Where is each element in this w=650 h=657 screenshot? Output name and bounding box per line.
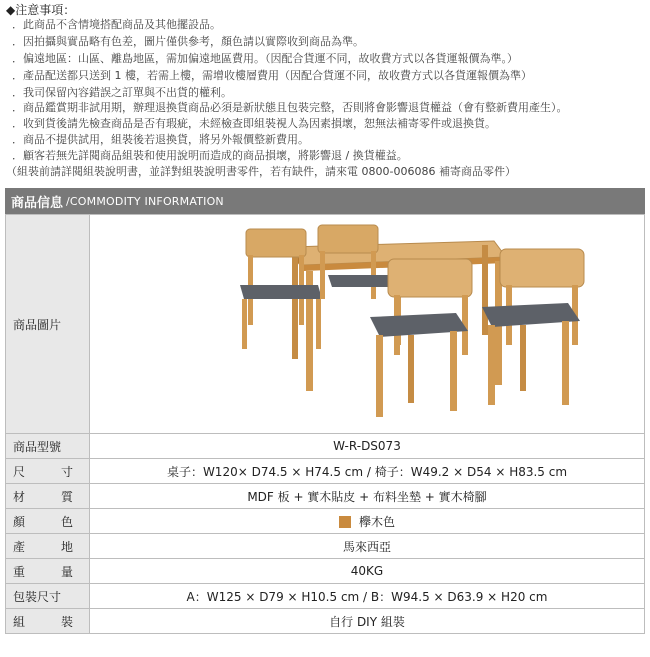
color-swatch bbox=[339, 516, 351, 528]
notice-line: ．顧客若無先詳閱商品組裝和使用說明而造成的商品損壞，將影響退 / 換貨權益。 bbox=[12, 149, 408, 162]
notice-line: ．此商品不含情境搭配商品及其他擺設品。 bbox=[12, 18, 221, 31]
spec-label: 包裝尺寸 bbox=[6, 584, 90, 609]
commodity-info-header bbox=[5, 188, 645, 214]
table-row bbox=[6, 584, 645, 609]
spec-label: 材質 bbox=[13, 489, 73, 504]
notice-line: （組裝前請詳閱組裝說明書，並詳對組裝說明書零件，若有缺件，請來電 0800-006086 補寄商品零件） bbox=[6, 165, 516, 178]
table-row bbox=[6, 534, 645, 559]
spec-value-size: 桌子：W120× D74.5 × H74.5 cm / 椅子：W49.2 × D54 × H83.5 cm bbox=[90, 459, 645, 484]
table-row bbox=[6, 559, 645, 584]
notice-line: ．我司保留內容錯誤之訂單與不出貨的權利。 bbox=[12, 86, 232, 99]
spec-label: 重量 bbox=[13, 564, 73, 579]
product-image-cell bbox=[90, 215, 645, 434]
spec-value-color-cell bbox=[90, 509, 645, 534]
table-row bbox=[6, 484, 645, 509]
spec-table bbox=[5, 214, 645, 634]
spec-value-material: MDF 板 + 實木貼皮 + 布料坐墊 + 實木椅腳 bbox=[90, 484, 645, 509]
notice-line: ．商品鑑賞期非試用期，辦理退換貨商品必須是新狀態且包裝完整，否則將會影響退貨權益（會有整新費用產生）。 bbox=[12, 101, 568, 114]
image-label: 商品圖片 bbox=[6, 215, 90, 434]
table-row bbox=[6, 459, 645, 484]
spec-value-weight: 40KG bbox=[90, 559, 645, 584]
spec-value-model: W-R-DS073 bbox=[90, 434, 645, 459]
spec-value-origin: 馬來西亞 bbox=[90, 534, 645, 559]
section-subtitle: /COMMODITY INFORMATION bbox=[66, 194, 224, 208]
notice-line: ．偏遠地區：山區、離島地區，需加偏遠地區費用。（因配合貨運不同，故收費方式以各貨運報價為準。） bbox=[12, 52, 518, 65]
table-row bbox=[6, 509, 645, 534]
spec-label: 產地 bbox=[13, 539, 73, 554]
product-image bbox=[90, 215, 646, 433]
notice-line: ．因拍攝與實品略有色差，圖片僅供參考，顏色請以實際收到商品為準。 bbox=[12, 35, 364, 48]
spec-label: 尺寸 bbox=[13, 464, 73, 479]
notice-title: ◆注意事項： bbox=[6, 3, 76, 17]
notice-line: ．商品不提供試用，組裝後若退換貨，將另外報價整新費用。 bbox=[12, 133, 309, 146]
notice-line: ．收到貨後請先檢查商品是否有瑕疵，未經檢查即組裝視人為因素損壞，恕無法補寄零件或退換貨。 bbox=[12, 117, 496, 130]
spec-label: 組裝 bbox=[13, 614, 73, 629]
spec-label: 顏色 bbox=[13, 514, 73, 529]
spec-value-color: 欅木色 bbox=[358, 514, 395, 529]
spec-label: 商品型號 bbox=[6, 434, 90, 459]
spec-value-package: A：W125 × D79 × H10.5 cm / B：W94.5 × D63.9 × H20 cm bbox=[90, 584, 645, 609]
spec-value-assembly: 自行 DIY 組裝 bbox=[90, 609, 645, 634]
section-title: 商品信息 bbox=[11, 195, 64, 211]
table-row bbox=[6, 215, 645, 434]
table-row bbox=[6, 434, 645, 459]
notice-line: ．產品配送都只送到 1 樓，若需上樓，需增收樓層費用（因配合貨運不同，故收費方式以各貨運報價為準） bbox=[12, 69, 532, 82]
table-row bbox=[6, 609, 645, 634]
